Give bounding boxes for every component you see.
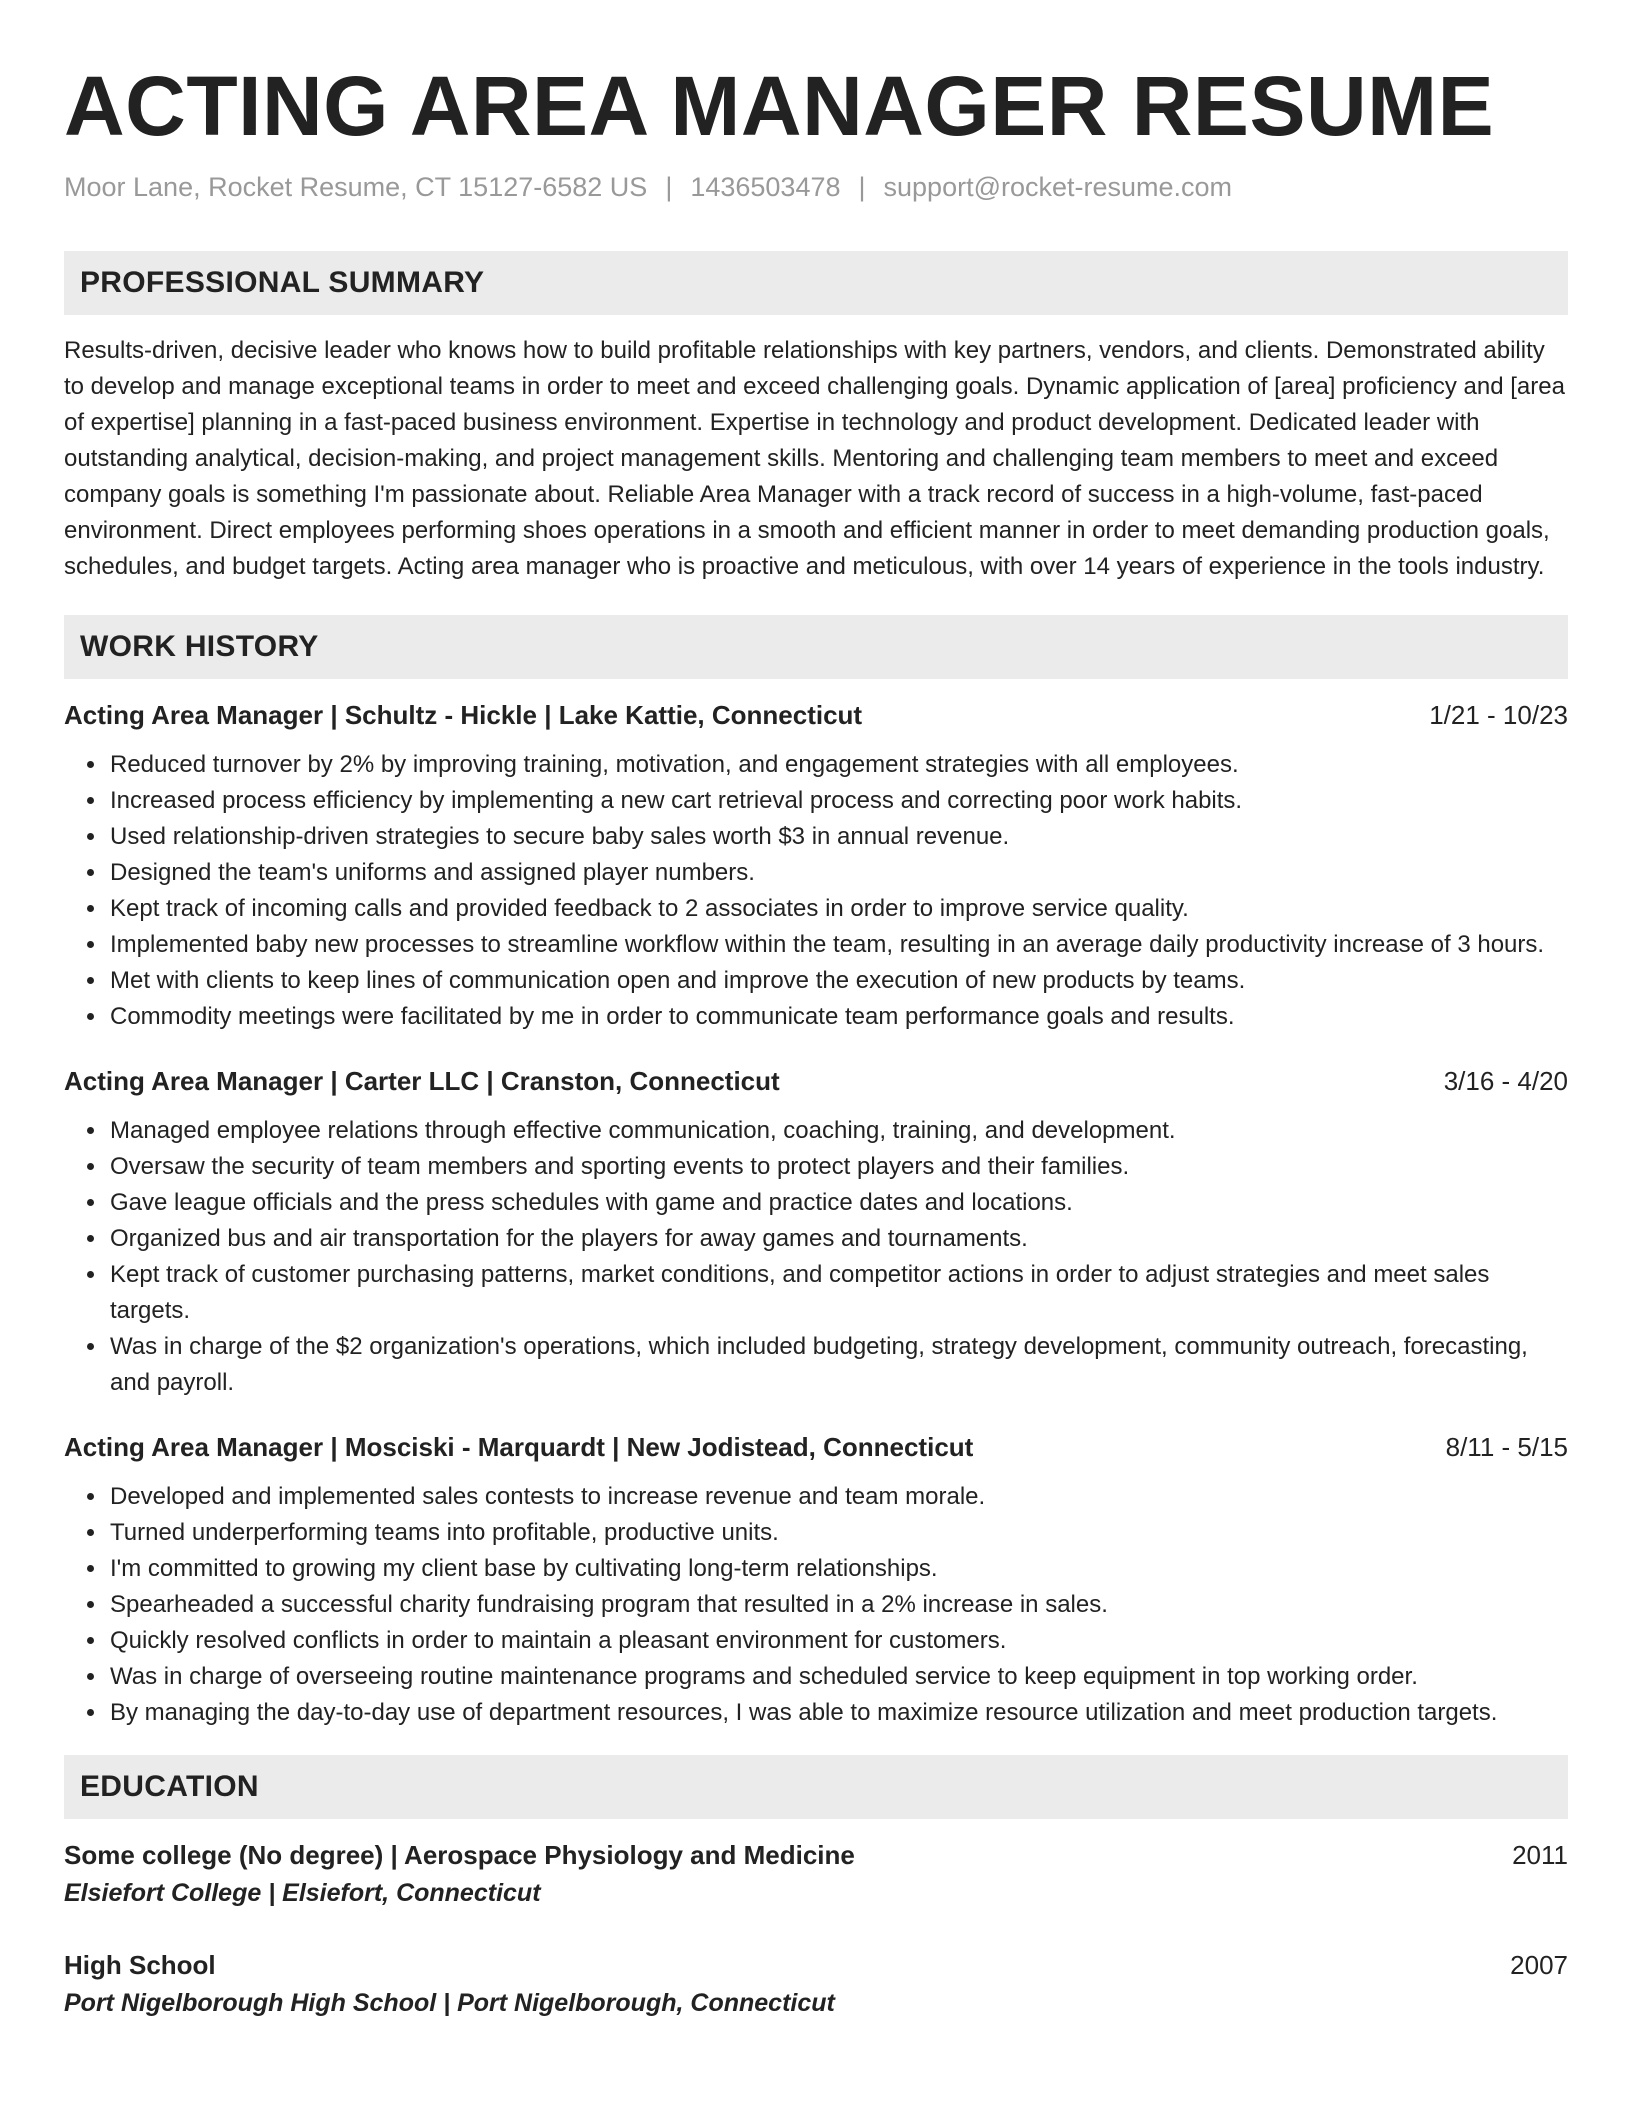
- job-bullet: • Oversaw the security of team members and sporting events to protect players and their families.: [108, 1149, 1568, 1185]
- job-bullet: • By managing the day-to-day use of department resources, I was able to maximize resource utilization and meet production targets.: [108, 1695, 1568, 1731]
- job-bullet: • Quickly resolved conflicts in order to maintain a pleasant environment for customers.: [108, 1623, 1568, 1659]
- job-dates: 3/16 - 4/20: [1443, 1066, 1568, 1096]
- education-degree: High School: [64, 1950, 216, 1980]
- job-bullet: • Spearheaded a successful charity fundraising program that resulted in a 2% increase in sales.: [108, 1587, 1568, 1623]
- education-header: [64, 1947, 1568, 1983]
- job-bullet: • I'm committed to growing my client base by cultivating long-term relationships.: [108, 1551, 1568, 1587]
- section-heading-education: EDUCATION: [64, 1755, 1568, 1819]
- job-title: Acting Area Manager | Mosciski - Marquardt | New Jodistead, Connecticut: [64, 1432, 974, 1462]
- job-bullet: • Kept track of incoming calls and provided feedback to 2 associates in order to improve service quality.: [108, 891, 1568, 927]
- job-bullet: • Turned underperforming teams into profitable, productive units.: [108, 1515, 1568, 1551]
- job-bullet: • Gave league officials and the press schedules with game and practice dates and locations.: [108, 1185, 1568, 1221]
- job-title: Acting Area Manager | Carter LLC | Cranston, Connecticut: [64, 1066, 780, 1096]
- section-heading-work-history: WORK HISTORY: [64, 615, 1568, 679]
- job-bullets: [64, 747, 1568, 1035]
- contact-separator: |: [858, 172, 866, 202]
- job-bullet: • Commodity meetings were facilitated by me in order to communicate team performance goals and results.: [108, 999, 1568, 1035]
- job-bullet: • Was in charge of overseeing routine maintenance programs and scheduled service to keep equipment in top working order.: [108, 1659, 1568, 1695]
- job-bullet: • Used relationship-driven strategies to secure baby sales worth $3 in annual revenue.: [108, 819, 1568, 855]
- education-year: 2007: [1510, 1950, 1568, 1980]
- job-bullet: • Reduced turnover by 2% by improving training, motivation, and engagement strategies with all employees.: [108, 747, 1568, 783]
- education-school: Elsiefort College | Elsiefort, Connecticut: [64, 1879, 541, 1907]
- contact-email: support@rocket-resume.com: [883, 172, 1233, 202]
- job-dates: 1/21 - 10/23: [1429, 700, 1568, 730]
- section-heading-summary: PROFESSIONAL SUMMARY: [64, 251, 1568, 315]
- job-title: Acting Area Manager | Schultz - Hickle | Lake Kattie, Connecticut: [64, 700, 863, 730]
- contact-phone: 1436503478: [690, 172, 841, 202]
- job-bullets: [64, 1113, 1568, 1401]
- page-title: ACTING AREA MANAGER RESUME: [64, 59, 1495, 153]
- job-bullet: • Increased process efficiency by implementing a new cart retrieval process and correcting poor work habits.: [108, 783, 1568, 819]
- job-bullet: • Developed and implemented sales contests to increase revenue and team morale.: [108, 1479, 1568, 1515]
- education-entry: [64, 1837, 1568, 1913]
- job-entry: [64, 1063, 1568, 1401]
- contact-separator: |: [665, 172, 673, 202]
- job-bullet: • Designed the team's uniforms and assigned player numbers.: [108, 855, 1568, 891]
- education-school: Port Nigelborough High School | Port Nigelborough, Connecticut: [64, 1989, 835, 2017]
- contact-address: Moor Lane, Rocket Resume, CT 15127-6582 US: [64, 172, 648, 202]
- job-bullet: • Managed employee relations through effective communication, coaching, training, and development.: [108, 1113, 1568, 1149]
- job-bullet: • Met with clients to keep lines of communication open and improve the execution of new products by teams.: [108, 963, 1568, 999]
- contact-line: [64, 172, 1568, 203]
- education-degree: Some college (No degree) | Aerospace Physiology and Medicine: [64, 1840, 855, 1870]
- job-dates: 8/11 - 5/15: [1445, 1432, 1568, 1462]
- job-entry: [64, 1429, 1568, 1731]
- job-bullet: • Organized bus and air transportation for the players for away games and tournaments.: [108, 1221, 1568, 1257]
- job-bullets: [64, 1479, 1568, 1731]
- job-bullet: • Implemented baby new processes to streamline workflow within the team, resulting in an average daily productivity increase of 3 hours.: [108, 927, 1568, 963]
- job-header: [64, 1063, 1568, 1099]
- job-bullet: • Was in charge of the $2 organization's operations, which included budgeting, strategy development, community outreach, forecasting, and payroll.: [108, 1329, 1568, 1401]
- job-header: [64, 1429, 1568, 1465]
- summary-text: Results-driven, decisive leader who knows how to build profitable relationships with key partners, vendors, and clients. Demonstrated ability to develop and manage exceptional teams in order to meet and exceed challenging goals. Dynamic application of [area] proficiency and [area of expertise] planning in a fast-paced business environment. Expertise in technology and product development. Dedicated leader with outstanding analytical, decision-making, and project management skills. Mentoring and challenging team members to meet and exceed company goals is something I'm passionate about. Reliable Area Manager with a track record of success in a high-volume, fast-paced environment. Direct employees performing shoes operations in a smooth and efficient manner in order to meet demanding production goals, schedules, and budget targets. Acting area manager who is proactive and meticulous, with over 14 years of experience in the tools industry.: [64, 337, 1565, 580]
- education-header: [64, 1837, 1568, 1873]
- job-header: [64, 697, 1568, 733]
- job-entry: [64, 697, 1568, 1035]
- job-bullet: • Kept track of customer purchasing patterns, market conditions, and competitor actions in order to adjust strategies and meet sales targets.: [108, 1257, 1568, 1329]
- education-year: 2011: [1512, 1840, 1568, 1870]
- education-entry: [64, 1947, 1568, 2023]
